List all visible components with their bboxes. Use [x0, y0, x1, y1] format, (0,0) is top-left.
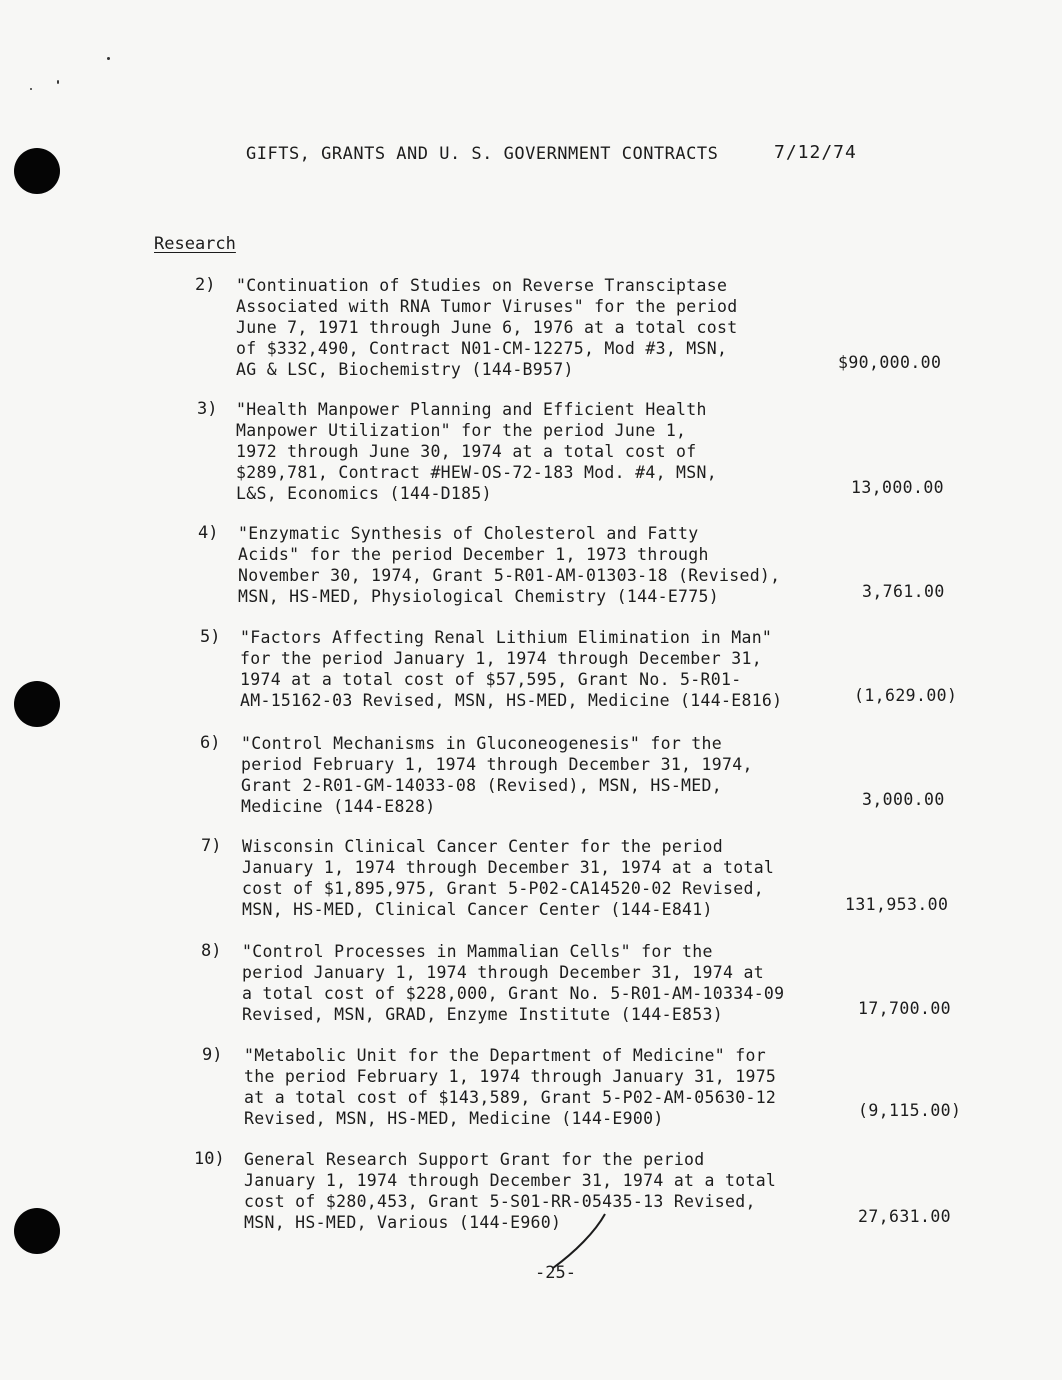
description-line: of $332,490, Contract N01-CM-12275, Mod #3, MSN, — [236, 339, 728, 358]
entry-number: 2) — [195, 275, 216, 295]
document-date: 7/12/74 — [774, 142, 857, 163]
punch-hole-bottom — [14, 1208, 60, 1254]
entry-number: 8) — [201, 941, 222, 961]
punch-hole-top — [14, 148, 60, 194]
entry-description — [244, 1149, 824, 1233]
description-line: Revised, MSN, HS-MED, Medicine (144-E900) — [244, 1109, 664, 1128]
description-line: "Control Processes in Mammalian Cells" for the — [242, 942, 713, 961]
description-line: L&S, Economics (144-D185) — [236, 484, 492, 503]
entry-description — [236, 275, 816, 380]
entry-number: 10) — [194, 1149, 225, 1169]
description-line: "Health Manpower Planning and Efficient Health — [236, 400, 707, 419]
entry-description — [242, 836, 822, 920]
entry-description — [241, 733, 821, 817]
scan-speck — [30, 88, 32, 90]
description-line: the period February 1, 1974 through January 31, 1975 — [244, 1067, 777, 1086]
description-line: period February 1, 1974 through December 31, 1974, — [241, 755, 753, 774]
description-line: "Control Mechanisms in Gluconeogenesis" for the — [241, 734, 722, 753]
document-title: GIFTS, GRANTS AND U. S. GOVERNMENT CONTRACTS — [246, 144, 719, 164]
entry-amount: 3,761.00 — [862, 582, 945, 601]
entry-description — [238, 523, 818, 607]
description-line: "Metabolic Unit for the Department of Medicine" for — [244, 1046, 766, 1065]
description-line: November 30, 1974, Grant 5-R01-AM-01303-18 (Revised), — [238, 566, 781, 585]
description-line: June 7, 1971 through June 6, 1976 at a total cost — [236, 318, 738, 337]
description-line: AG & LSC, Biochemistry (144-B957) — [236, 360, 574, 379]
entry-description — [242, 941, 822, 1025]
description-line: Acids" for the period December 1, 1973 through — [238, 545, 709, 564]
description-line: 1974 at a total cost of $57,595, Grant No. 5-R01- — [240, 670, 742, 689]
description-line: $289,781, Contract #HEW-OS-72-183 Mod. #4, MSN, — [236, 463, 717, 482]
entry-number: 3) — [197, 399, 218, 419]
description-line: Associated with RNA Tumor Viruses" for the period — [236, 297, 738, 316]
entry-description — [244, 1045, 824, 1129]
scan-speck — [57, 80, 59, 84]
entry-description — [240, 627, 820, 711]
description-line: January 1, 1974 through December 31, 1974 at a total — [242, 858, 775, 877]
entry-amount: 13,000.00 — [851, 478, 945, 497]
entry-amount: (9,115.00) — [858, 1101, 962, 1120]
description-line: MSN, HS-MED, Physiological Chemistry (144-E775) — [238, 587, 719, 606]
entry-number: 9) — [202, 1045, 223, 1065]
description-line: "Factors Affecting Renal Lithium Elimination in Man" — [240, 628, 773, 647]
entry-number: 5) — [200, 627, 221, 647]
description-line: AM-15162-03 Revised, MSN, HS-MED, Medicine (144-E816) — [240, 691, 783, 710]
description-line: Wisconsin Clinical Cancer Center for the period — [242, 837, 723, 856]
section-heading: Research — [154, 234, 236, 254]
description-line: Revised, MSN, GRAD, Enzyme Institute (144-E853) — [242, 1005, 723, 1024]
description-line: for the period January 1, 1974 through December 31, — [240, 649, 762, 668]
description-line: January 1, 1974 through December 31, 1974 at a total — [244, 1171, 777, 1190]
entry-amount: 27,631.00 — [858, 1207, 952, 1226]
entry-amount: 3,000.00 — [862, 790, 945, 809]
description-line: General Research Support Grant for the period — [244, 1150, 705, 1169]
entry-number: 6) — [200, 733, 221, 753]
scan-speck — [107, 57, 110, 60]
entry-amount: (1,629.00) — [854, 686, 958, 705]
description-line: 1972 through June 30, 1974 at a total cost of — [236, 442, 697, 461]
description-line: Medicine (144-E828) — [241, 797, 436, 816]
description-line: "Enzymatic Synthesis of Cholesterol and Fatty — [238, 524, 699, 543]
description-line: MSN, HS-MED, Clinical Cancer Center (144-E841) — [242, 900, 713, 919]
description-line: cost of $280,453, Grant 5-S01-RR-05435-13 Revised, — [244, 1192, 756, 1211]
page-number: -25- — [535, 1263, 576, 1283]
description-line: cost of $1,895,975, Grant 5-P02-CA14520-02 Revised, — [242, 879, 764, 898]
description-line: Grant 2-R01-GM-14033-08 (Revised), MSN, HS-MED, — [241, 776, 722, 795]
entry-amount: 131,953.00 — [845, 895, 949, 914]
description-line: Manpower Utilization" for the period June 1, — [236, 421, 687, 440]
description-line: MSN, HS-MED, Various (144-E960) — [244, 1213, 562, 1232]
description-line: at a total cost of $143,589, Grant 5-P02-AM-05630-12 — [244, 1088, 777, 1107]
entry-amount: $90,000.00 — [838, 353, 942, 372]
entry-amount: 17,700.00 — [858, 999, 952, 1018]
description-line: "Continuation of Studies on Reverse Transciptase — [236, 276, 728, 295]
entry-description — [236, 399, 816, 504]
entry-number: 4) — [198, 523, 219, 543]
description-line: a total cost of $228,000, Grant No. 5-R01-AM-10334-09 — [242, 984, 785, 1003]
punch-hole-middle — [14, 681, 60, 727]
description-line: period January 1, 1974 through December 31, 1974 at — [242, 963, 764, 982]
entry-number: 7) — [201, 836, 222, 856]
